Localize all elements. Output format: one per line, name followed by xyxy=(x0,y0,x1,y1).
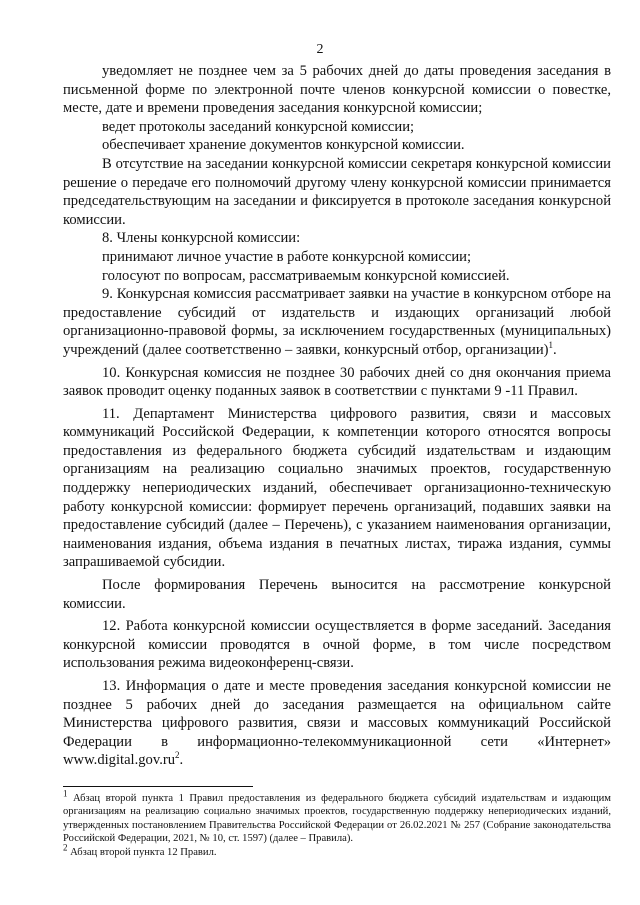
paragraph-item-10: 10. Конкурсная комиссия не позднее 30 рабочих дней со дня окончания приема заявок проводит оценку поданных заявок в соответствии с пунктами 9 -11 Правил. xyxy=(63,364,611,400)
item-13-end: . xyxy=(179,752,184,769)
footnote-2-text: Абзац второй пункта 12 Правил. xyxy=(67,846,217,858)
paragraph-members-participate: принимают личное участие в работе конкурсной комиссии; xyxy=(102,248,471,265)
footnote-mark-1: 1 xyxy=(63,788,68,799)
paragraph-perechen: После формирования Перечень выносится на рассмотрение конкурсной комиссии. xyxy=(63,577,611,612)
item-13-text: 13. Информация о дате и месте проведения заседания конкурсной комиссии не позднее 5 рабочих дней до заседания размещается на официальном сайте Министерства цифрового развития, связи и массовых коммуникаций Российской Федерации в информационно-телекоммуникационной сети «Интернет» www.digital.gov.ru xyxy=(63,678,611,769)
page-number: 2 xyxy=(316,42,324,57)
footnote-2 xyxy=(63,842,611,859)
footnotes xyxy=(63,788,611,859)
item-9-end: . xyxy=(553,341,557,358)
paragraph-item-12: 12. Работа конкурсной комиссии осуществляется в форме заседаний. Заседания конкурсной комиссии проводятся в очной форме, в том числе посредством использования режима видеоконференц-связи. xyxy=(63,618,611,672)
document-body xyxy=(63,62,611,770)
footnote-divider xyxy=(63,786,253,787)
paragraph-secretary-storage: обеспечивает хранение документов конкурсной комиссии. xyxy=(102,137,465,154)
paragraph-item-13 xyxy=(63,677,611,770)
footnote-ref-1[interactable]: 1 xyxy=(548,340,554,351)
footnote-1-text: Абзац второй пункта 1 Правил предоставления из федерального бюджета субсидий издательствам и издающим организациям на реализацию социально значимых проектов, государственную поддержку непериодических изданий, утвержденных постановлением Правительства Российской Федерации от 26.02.2021 № 257 (Собрание законодательства Российской Федерации, 2021, № 10, ст. 1597) (далее – Правила). xyxy=(63,793,611,845)
paragraph-secretary-notify: уведомляет не позднее чем за 5 рабочих дней до даты проведения заседания в письменной форме по электронной почте членов конкурсной комиссии о повестке, месте, дате и времени проведения заседания конкурсной комиссии; xyxy=(63,63,611,117)
footnote-ref-2[interactable]: 2 xyxy=(175,750,180,761)
footnote-mark-2: 2 xyxy=(63,842,68,853)
footnote-1 xyxy=(63,788,611,846)
item-9-text: 9. Конкурсная комиссия рассматривает заявки на участие в конкурсном отборе на предоставление субсидий от издательств и издающих организаций любой организационно-правовой формы, за исключением государственных (муниципальных) учреждений (далее соответственно – заявки, конкурсный отбор, организации) xyxy=(63,286,611,358)
paragraph-secretary-minutes: ведет протоколы заседаний конкурсной комиссии; xyxy=(102,118,415,135)
paragraph-secretary-absence: В отсутствие на заседании конкурсной комиссии секретаря конкурсной комиссии решение о передаче его полномочий другому члену конкурсной комиссии принимается председательствующим на заседании и фиксируется в протоколе заседания конкурсной комиссии. xyxy=(63,155,611,228)
paragraph-item-9 xyxy=(63,285,611,359)
paragraph-item-8: 8. Члены конкурсной комиссии: xyxy=(102,230,301,247)
paragraph-members-vote: голосуют по вопросам, рассматриваемым конкурсной комиссией. xyxy=(102,267,510,284)
paragraph-item-11: 11. Департамент Министерства цифрового развития, связи и массовых коммуникаций Российской Федерации, к компетенции которого относятся вопросы предоставления из федерального бюджета субсидий издательствам и издающим организациям на реализацию социально значимых проектов, государственную поддержку непериодических изданий, обеспечивает организационно-техническую работу конкурсной комиссии: формирует перечень организаций, подавших заявки на предоставление субсидий (далее – Перечень), с указанием наименования организации, наименования издания, объема издания в печатных листах, тиража издания, суммы запрашиваемой субсидии. xyxy=(63,405,611,571)
